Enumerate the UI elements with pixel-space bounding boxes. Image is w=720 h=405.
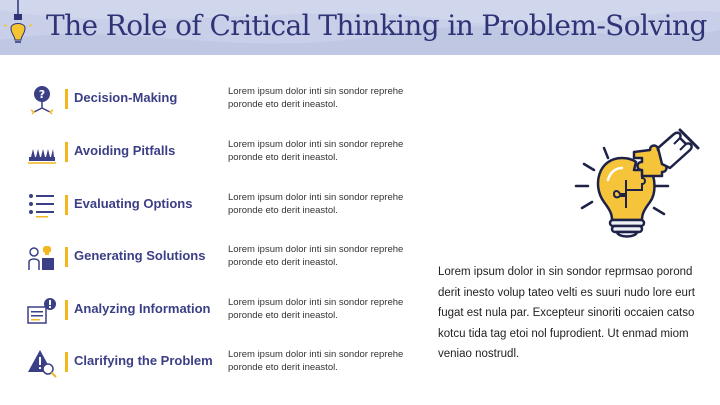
- accent-bar: [65, 247, 68, 267]
- list-item-generating-solutions: [26, 242, 406, 278]
- decision-icon: [26, 84, 58, 116]
- analyze-document-icon: [26, 295, 58, 327]
- list-item-decision-making: [26, 84, 406, 120]
- solutions-icon: [26, 242, 58, 274]
- item-label: Decision-Making: [74, 90, 178, 105]
- accent-bar: [65, 89, 68, 109]
- pitfall-spikes-icon: [26, 137, 58, 169]
- item-description: Lorem ipsum dolor inti sin sondor reprehe poronde eto derit ineastol.: [228, 192, 404, 216]
- item-description: Lorem ipsum dolor inti sin sondor reprehe poronde eto derit ineastol.: [228, 349, 404, 373]
- list-item-analyzing-information: [26, 295, 406, 331]
- item-label: Analyzing Information: [74, 301, 211, 316]
- options-list-icon: [26, 190, 58, 222]
- item-description: Lorem ipsum dolor inti sin sondor reprehe poronde eto derit ineastol.: [228, 86, 404, 110]
- list-item-clarifying-the-problem: [26, 347, 406, 383]
- hanging-bulb-icon: [4, 0, 32, 52]
- list-item-avoiding-pitfalls: [26, 137, 406, 173]
- lightbulb-puzzle-icon: [570, 128, 700, 248]
- item-description: Lorem ipsum dolor inti sin sondor reprehe poronde eto derit ineastol.: [228, 139, 404, 163]
- svg-text:?: ?: [38, 88, 46, 101]
- item-description: Lorem ipsum dolor inti sin sondor reprehe poronde eto derit ineastol.: [228, 297, 404, 321]
- warning-search-icon: [26, 347, 58, 379]
- item-description: Lorem ipsum dolor inti sin sondor reprehe poronde eto derit ineastol.: [228, 244, 404, 268]
- accent-bar: [65, 195, 68, 215]
- description-paragraph: Lorem ipsum dolor in sin sondor reprmsao porond derit inesto volup tateo velti es suuri nudo lore eurt fugat est nula par. Excepteur sinoriti occaien catso kotcu tida tag etoi nol fuprodient. Ut enmad miom veniao nostrudl.: [438, 266, 695, 361]
- item-label: Avoiding Pitfalls: [74, 143, 176, 158]
- accent-bar: [65, 142, 68, 162]
- item-label: Clarifying the Problem: [74, 353, 213, 368]
- header-banner: [0, 0, 720, 55]
- list-item-evaluating-options: [26, 190, 406, 226]
- accent-bar: [65, 300, 68, 320]
- accent-bar: [65, 352, 68, 372]
- item-label: Generating Solutions: [74, 248, 206, 263]
- item-label: Evaluating Options: [74, 196, 193, 211]
- page-title: The Role of Critical Thinking in Problem-Solving: [46, 9, 707, 42]
